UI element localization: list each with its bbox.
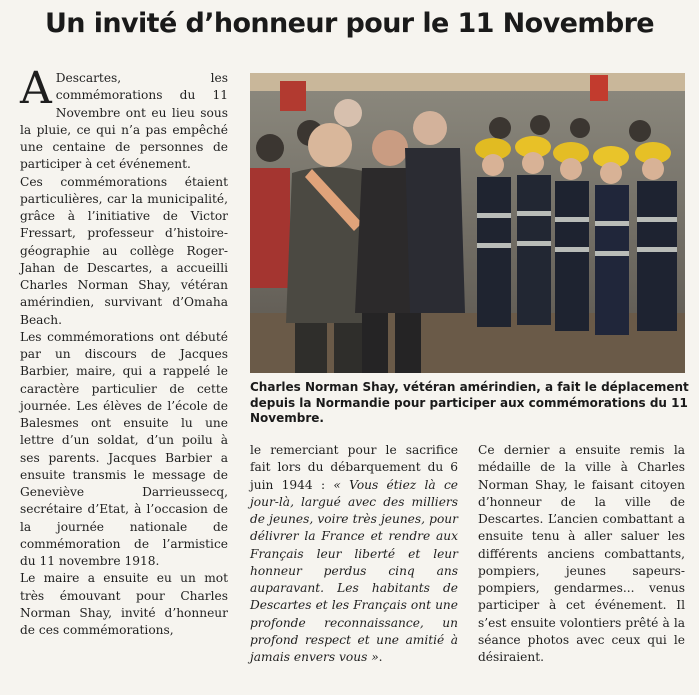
paragraph-4: Le maire a ensuite eu un mot très émouvant pour Charles Norman Shay, invité d’honneur de ces commémorations, — [20, 571, 228, 637]
paragraph-6: Ce dernier a ensuite remis la médaille de la ville à Charles Norman Shay, le faisant citoyen d’honneur de la ville de Descartes. L’ancien combattant a ensuite tenu à aller saluer les différents anciens combattants, pompiers, jeunes sapeurs-pompiers, gendarmes... venus participer à cet événement. Il s’est ensuite volontiers prêté à la séance photos avec ceux qui le désiraient. — [478, 443, 685, 664]
headline: Un invité d’honneur pour le 11 Novembre — [44, 8, 655, 39]
paragraph-1-text: Descartes, les commémorations du 11 Novembre ont eu lieu sous la pluie, ce qui n’a pas empêché une centaine de personnes de participer à cet événement. — [20, 71, 228, 172]
mayor-quote: « Vous étiez là ce jour-là, largué avec des milliers de jeunes, voire très jeunes, pour délivrer la France et rendre aux Français leur liberté et leur honneur perdus cinq ans auparavant. Les habitants de Descartes et les Français ont une profonde reconnaissance, un profond respect et une amitié à jamais envers vous » — [250, 477, 458, 664]
paragraph-5-lead: le remerciant pour le sacrifice fait lors du débarquement du 6 juin 1944 : — [250, 443, 458, 492]
article-column-1 — [20, 63, 228, 639]
paragraph-5 — [250, 442, 458, 666]
photo-caption: Charles Norman Shay, vétéran amérindien, a fait le déplacement depuis la Normandie pour participer aux commémorations du 11 Novembre. — [250, 380, 689, 425]
paragraph-2: Ces commémorations étaient particulières, car la municipalité, grâce à l’initiative de Victor Fressart, professeur d’histoire-géographie au collège Roger-Jahan de Descartes, a accueilli Charles Norman Shay, vétéran amérindien, survivant d’Omaha Beach. — [20, 174, 228, 327]
drop-cap: A — [20, 63, 52, 114]
article-column-3 — [478, 442, 685, 666]
paragraph-5-tail: . — [378, 650, 383, 664]
paragraph-3: Les commémorations ont débuté par un discours de Jacques Barbier, maire, qui a rappelé le caractère particulier de cette journée. Les élèves de l’école de Balesmes ont ensuite lu une lettre d’un soldat, d’un poilu à ses parents. Jacques Barbier a ensuite transmis le message de Geneviève Darrieussecq, secrétaire d’Etat, à l’occasion de la journée nationale de commémoration de l’armistice du 11 novembre 1918. — [20, 329, 228, 568]
article-column-2 — [250, 442, 458, 666]
ceremony-photo-illustration — [250, 73, 685, 373]
paragraph-1 — [20, 63, 228, 174]
ceremony-photo — [250, 73, 685, 373]
